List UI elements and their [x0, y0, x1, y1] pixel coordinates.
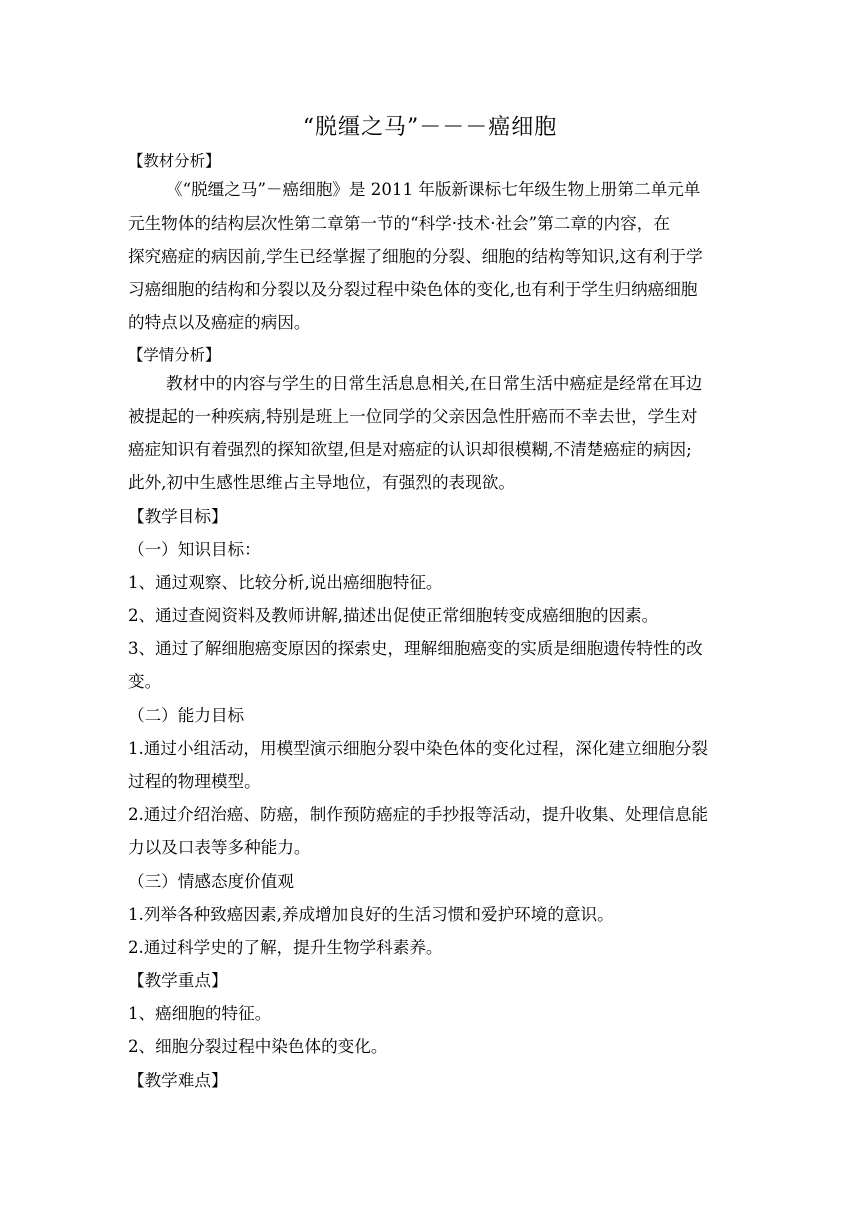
list-item-continuation: 力以及口表等多种能力。: [128, 838, 311, 857]
section-heading-student-analysis: 【学情分析】: [128, 346, 221, 364]
list-item-continuation: 变。: [128, 672, 162, 691]
section-heading-textbook-analysis: 【教材分析】: [128, 152, 221, 170]
section-heading-teaching-goals: 【教学目标】: [128, 507, 228, 526]
list-item: 1.列举各种致癌因素,养成增加良好的生活习惯和爱护环境的意识。: [128, 905, 614, 924]
paragraph-line: 癌症知识有着强烈的探知欲望,但是对癌症的认识却很模糊,不清楚癌症的病因;: [128, 440, 692, 459]
section-heading-difficulties: 【教学难点】: [128, 1071, 228, 1090]
list-item: 2.通过介绍治癌、防癌，制作预防癌症的手抄报等活动，提升收集、处理信息能: [128, 805, 709, 824]
list-item: 1、癌细胞的特征。: [128, 1004, 272, 1023]
paragraph-line: 《“脱缰之马”－癌细胞》是 2011 年版新课标七年级生物上册第二单元单: [166, 180, 701, 199]
section-heading-key-points: 【教学重点】: [128, 971, 228, 990]
subsection-heading-ability: （二）能力目标: [128, 706, 245, 725]
paragraph-line: 此外,初中生感性思维占主导地位，有强烈的表现欲。: [128, 473, 515, 492]
paragraph-line: 元生物体的结构层次性第二章第一节的“科学·技术·社会”第二章的内容，在: [128, 214, 670, 233]
paragraph-line: 的特点以及癌症的病因。: [128, 313, 311, 332]
list-item: 2、细胞分裂过程中染色体的变化。: [128, 1037, 388, 1056]
paragraph-line: 习癌细胞的结构和分裂以及分裂过程中染色体的变化,也有利于学生归纳癌细胞: [128, 280, 698, 299]
document-title: “脱缰之马”－－－癌细胞: [302, 115, 558, 140]
subsection-heading-emotion-values: （三）情感态度价值观: [128, 872, 294, 891]
list-item: 2、通过查阅资料及教师讲解,描述出促使正常细胞转变成癌细胞的因素。: [128, 606, 659, 625]
list-item: 3、通过了解细胞癌变原因的探索史，理解细胞癌变的实质是细胞遗传特性的改: [128, 639, 703, 658]
paragraph-line: 探究癌症的病因前,学生已经掌握了细胞的分裂、细胞的结构等知识,这有利于学: [128, 247, 703, 266]
list-item-continuation: 过程的物理模型。: [128, 772, 261, 791]
subsection-heading-knowledge: （一）知识目标：: [128, 540, 261, 559]
paragraph-line: 被提起的一种疾病,特别是班上一位同学的父亲因急性肝癌而不幸去世，学生对: [128, 407, 698, 426]
list-item: 2.通过科学史的了解，提升生物学科素养。: [128, 938, 443, 957]
list-item: 1、通过观察、比较分析,说出癌细胞特征。: [128, 573, 443, 592]
list-item: 1.通过小组活动，用模型演示细胞分裂中染色体的变化过程，深化建立细胞分裂: [128, 739, 709, 758]
paragraph-line: 教材中的内容与学生的日常生活息息相关,在日常生活中癌症是经常在耳边: [166, 374, 703, 393]
